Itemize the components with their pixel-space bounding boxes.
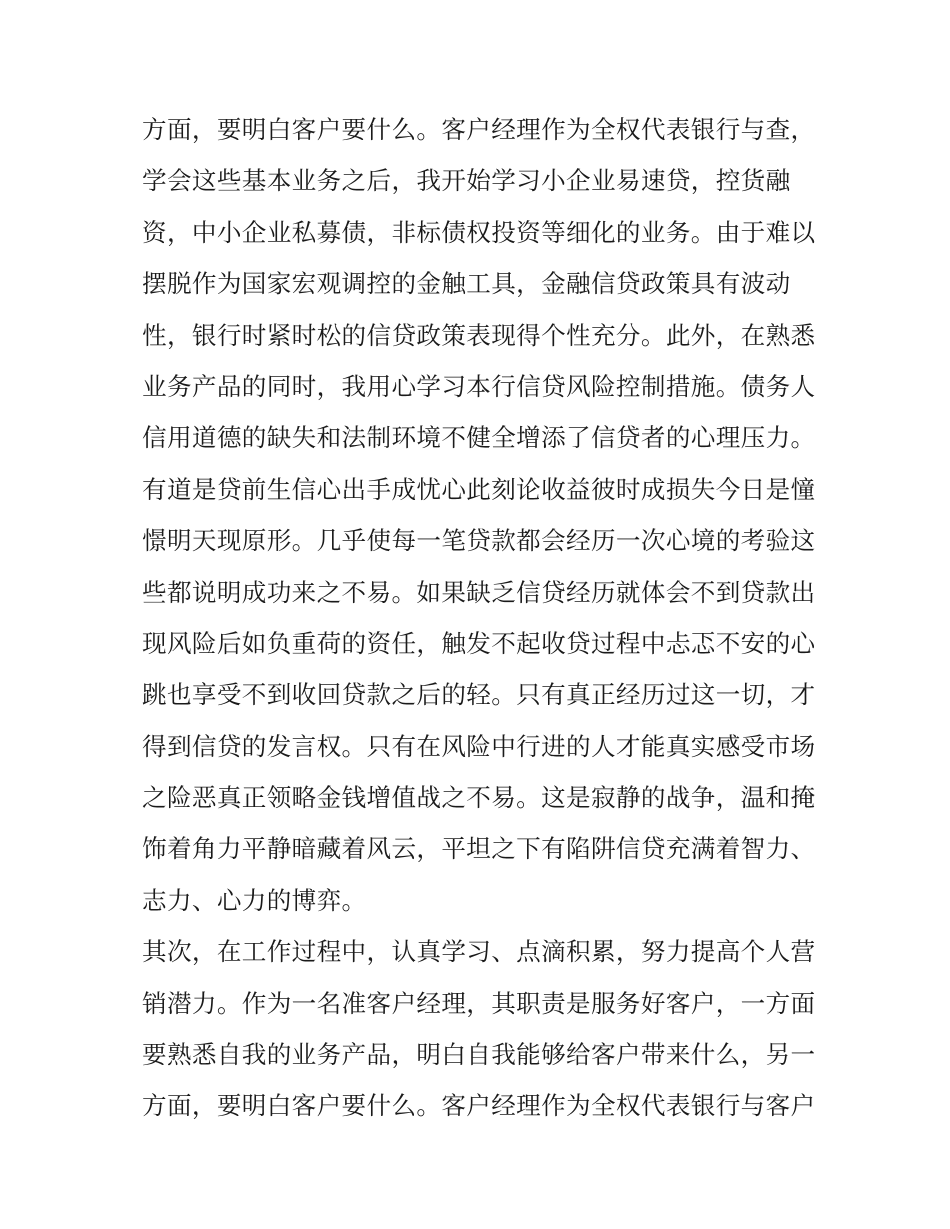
text-line-6: 业务产品的同时，我用心学习本行信贷风险控制措施。债务人 xyxy=(142,371,816,401)
text-line-7: 信用道德的缺失和法制环境不健全增添了信贷者的心理压力。 xyxy=(142,423,816,453)
text-line-19: 要熟悉自我的业务产品，明白自我能够给客户带来什么，另一 xyxy=(142,1040,816,1070)
text-line-17: 其次，在工作过程中，认真学习、点滴积累，努力提高个人营 xyxy=(142,937,816,967)
body-text xyxy=(142,104,822,1132)
text-line-8: 有道是贷前生信心出手成忧心此刻论收益彼时成损失今日是憧 xyxy=(142,474,816,504)
text-line-15: 饰着角力平静暗藏着风云，平坦之下有陷阱信贷充满着智力、 xyxy=(142,834,816,864)
text-line-9: 憬明天现原形。几乎使每一笔贷款都会经历一次心境的考验这 xyxy=(142,526,816,556)
text-line-2: 学会这些基本业务之后，我开始学习小企业易速贷，控货融 xyxy=(142,166,791,196)
text-line-20: 方面，要明白客户要什么。客户经理作为全权代表银行与客户 xyxy=(142,1091,816,1121)
text-line-13: 得到信贷的发言权。只有在风险中行进的人才能真实感受市场 xyxy=(142,731,816,761)
text-line-11: 现风险后如负重荷的资任，触发不起收贷过程中忐忑不安的心 xyxy=(142,628,816,658)
text-line-5: 性，银行时紧时松的信贷政策表现得个性充分。此外，在熟悉 xyxy=(142,320,816,350)
text-line-10: 些都说明成功来之不易。如果缺乏信贷经历就体会不到贷款出 xyxy=(142,577,816,607)
text-line-12: 跳也享受不到收回贷款之后的轻。只有真正经历过这一切，才 xyxy=(142,680,816,710)
text-line-18: 销潜力。作为一名准客户经理，其职责是服务好客户，一方面 xyxy=(142,988,816,1018)
text-line-1: 方面，要明白客户要什么。客户经理作为全权代表银行与查， xyxy=(142,115,816,144)
text-line-4: 摆脱作为国家宏观调控的金触工具，金融信贷政策具有波动 xyxy=(142,269,791,299)
text-line-16: 志力、心力的博弈。 xyxy=(142,885,367,915)
text-line-14: 之险恶真正领略金钱增值战之不易。这是寂静的战争，温和掩 xyxy=(142,783,816,813)
text-line-3: 资，中小企业私募债，非标债权投资等细化的业务。由于难以 xyxy=(142,217,816,247)
